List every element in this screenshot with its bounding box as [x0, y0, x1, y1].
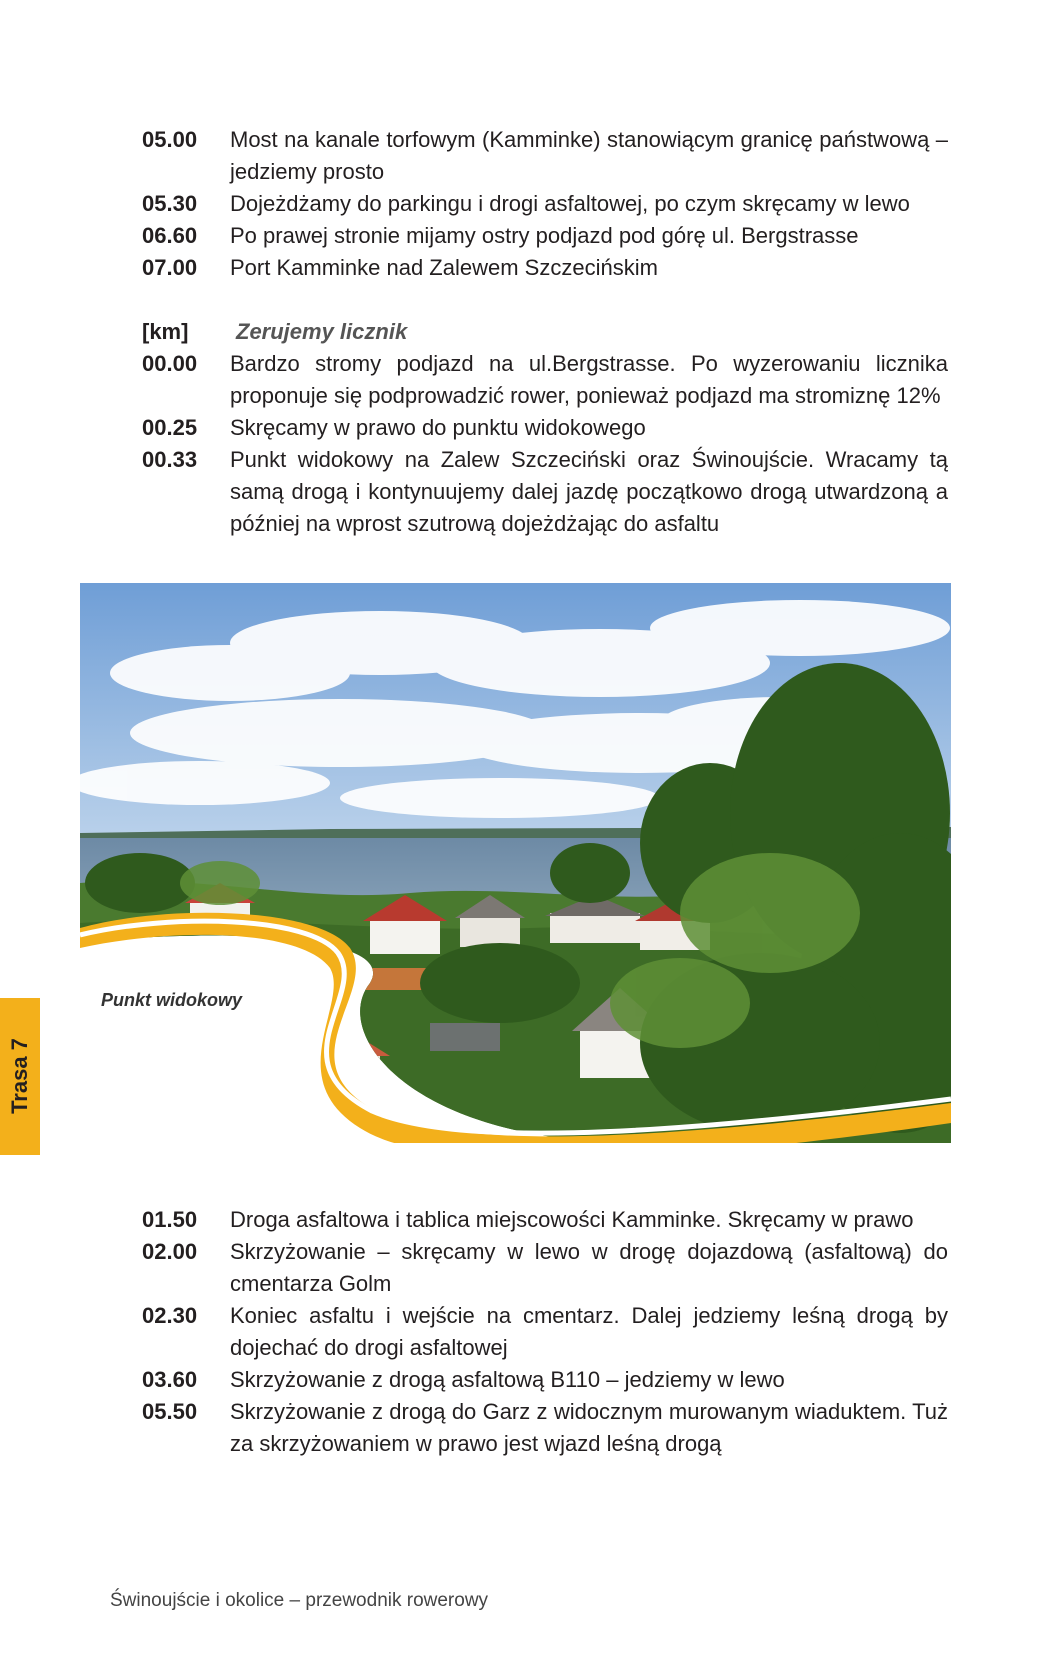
viewpoint-photo [80, 583, 951, 1143]
km-marker: 01.50 [142, 1207, 198, 1232]
route-entry [142, 188, 948, 220]
entry-text: Po prawej stronie mijamy ostry podjazd pod górę ul. Bergstrasse [230, 223, 859, 248]
route-log-section-3 [142, 1204, 948, 1460]
km-marker: 06.60 [142, 223, 198, 248]
entry-text: Droga asfaltowa i tablica miejscowości Kamminke. Skręcamy w prawo [230, 1207, 914, 1232]
photo-caption: Punkt widokowy [101, 990, 243, 1010]
route-entry [142, 124, 948, 188]
route-entry [142, 252, 948, 284]
km-marker: 00.25 [142, 415, 198, 440]
entry-text: Skrzyżowanie z drogą asfaltową B110 – jedziemy w lewo [230, 1367, 785, 1392]
route-entry [142, 1236, 948, 1300]
route-side-tab [0, 998, 40, 1155]
km-marker: 05.50 [142, 1399, 198, 1424]
entry-text: Most na kanale torfowym (Kamminke) stanowiącym granicę państwową – jedziemy prosto [230, 127, 948, 184]
route-entry [142, 1204, 948, 1236]
entry-text: Dojeżdżamy do parkingu i drogi asfaltowej, po czym skręcamy w lewo [230, 191, 910, 216]
page-footer: Świnoujście i okolice – przewodnik rowerowy [110, 1590, 489, 1611]
entry-text: Koniec asfaltu i wejście na cmentarz. Dalej jedziemy leśną drogą by dojechać do drogi asfaltowej [230, 1303, 948, 1360]
km-marker: 00.00 [142, 351, 198, 376]
counter-reset-row [142, 316, 948, 348]
entry-text: Port Kamminke nad Zalewem Szczecińskim [230, 255, 658, 280]
route-tab-label: Trasa 7 [7, 1038, 32, 1114]
route-log-section-1 [142, 124, 948, 284]
km-marker: 07.00 [142, 255, 198, 280]
km-marker: 03.60 [142, 1367, 198, 1392]
counter-reset-note: Zerujemy licznik [236, 319, 408, 344]
entry-text: Skrzyżowanie z drogą do Garz z widocznym murowanym wiaduktem. Tuż za skrzyżowaniem w prawo jest wjazd leśną drogą [230, 1399, 948, 1456]
route-log-section-2 [142, 316, 948, 540]
route-entry [142, 1364, 948, 1396]
km-marker: 05.00 [142, 127, 198, 152]
km-marker: 02.30 [142, 1303, 198, 1328]
entry-text: Skrzyżowanie – skręcamy w lewo w drogę dojazdową (asfaltową) do cmentarza Golm [230, 1239, 948, 1296]
route-entry [142, 1396, 948, 1460]
km-marker: 02.00 [142, 1239, 198, 1264]
km-marker: 05.30 [142, 191, 198, 216]
route-entry [142, 348, 948, 412]
entry-text: Punkt widokowy na Zalew Szczeciński oraz Świnoujście. Wracamy tą samą drogą i kontynuujemy dalej jazdę początkowo drogą utwardzoną a później na wprost szutrową dojeżdżając do asfaltu [230, 447, 948, 536]
route-entry [142, 412, 948, 444]
km-marker: 00.33 [142, 447, 198, 472]
unit-label: [km] [142, 319, 189, 344]
entry-text: Bardzo stromy podjazd na ul.Bergstrasse. Po wyzerowaniu licznika proponuje się podprowadzić rower, ponieważ podjazd ma stromiznę 12% [230, 351, 948, 408]
route-entry [142, 220, 948, 252]
route-entry [142, 1300, 948, 1364]
route-entry [142, 444, 948, 540]
entry-text: Skręcamy w prawo do punktu widokowego [230, 415, 646, 440]
